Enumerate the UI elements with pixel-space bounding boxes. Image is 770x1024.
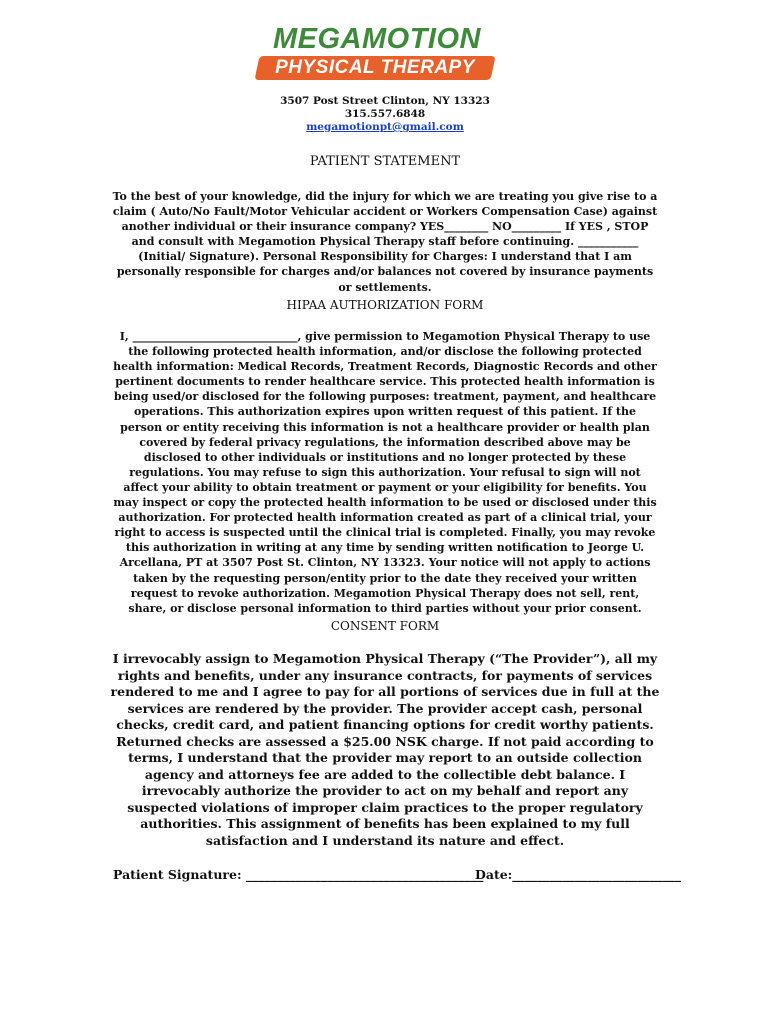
clinic-phone: 315.557.6848 <box>344 108 426 120</box>
hipaa-body: I, ______________________________, give permission to Megamotion Physical Therapy to use the following protected health information, and/or disclose the following protected health information: Medical Records, Treatment Records, Diagnostic Records and other pertinent documents to render healthcare service. This protected health information is being used/or disclosed for the following purposes: treatment, payment, and healthcare operations. This authorization expires upon written request of this patient. If the person or entity receiving this information is not a healthcare provider or health plan covered by federal privacy regulations, the information described above may be disclosed to other individuals or institutions and no longer protected by these regulations. You may refuse to sign this authorization. Your refusal to sign will not affect your ability to obtain treatment or payment or your eligibility for benefits. You may inspect or copy the protected health information to be used or disclosed under this authorization. For protected health information created as part of a clinical trial, your right to access is suspected until the clinical trial is completed. Finally, you may revoke this authorization in writing at any time by sending written notification to Jeorge U. Arcellana, PT at 3507 Post St. Clinton, NY 13323. Your notice will not apply to actions taken by the requesting person/entity prior to the date they received your written request to revoke authorization. Megamotion Physical Therapy does not sell, rent, share, or disclose personal information to third parties without your prior consent. <box>113 330 657 615</box>
patient-signature-line[interactable]: Patient Signature: ______________________________________ <box>113 867 484 882</box>
hipaa-title: HIPAA AUTHORIZATION FORM <box>286 298 484 312</box>
clinic-email-row <box>0 121 770 134</box>
clinic-address: 3507 Post Street Clinton, NY 13323 <box>280 95 490 107</box>
consent-title: CONSENT FORM <box>330 619 440 633</box>
clinic-email-link[interactable]: megamotionpt@gmail.com <box>306 121 464 133</box>
patient-statement-body: To the best of your knowledge, did the injury for which we are treating you give rise to a claim ( Auto/No Fault/Motor Vehicular accident or Workers Compensation Case) against another individual or their insurance company? YES________ NO_________ If YES , STOP and consult with Megamotion Physical Therapy staff before continuing. ___________ (Initial/ Signature). Personal Responsibility for Charges: I understand that I am personally responsible for charges and/or balances not covered by insurance payments or settlements. <box>112 190 658 294</box>
logo-subtitle: PHYSICAL THERAPY <box>275 57 475 78</box>
date-line[interactable]: Date:___________________________ <box>475 867 682 882</box>
logo-wordmark: MEGAMOTION <box>273 23 481 55</box>
megamotion-logo <box>255 24 495 82</box>
consent-body: I irrevocably assign to Megamotion Physical Therapy (“The Provider”), all my rights and benefits, under any insurance contracts, for payments of services rendered to me and I agree to pay for all portions of services due in full at the services are rendered by the provider. The provider accept cash, personal checks, credit card, and patient financing options for credit worthy patients. Returned checks are assessed a $25.00 NSK charge. If not paid according to terms, I understand that the provider may report to an outside collection agency and attorneys fee are added to the collectible debt balance. I irrevocably authorize the provider to act on my behalf and report any suspected violations of improper claim practices to the proper regulatory authorities. This assignment of benefits has been explained to my full satisfaction and I understand its nature and effect. <box>110 651 660 848</box>
patient-statement-title: PATIENT STATEMENT <box>309 154 461 169</box>
